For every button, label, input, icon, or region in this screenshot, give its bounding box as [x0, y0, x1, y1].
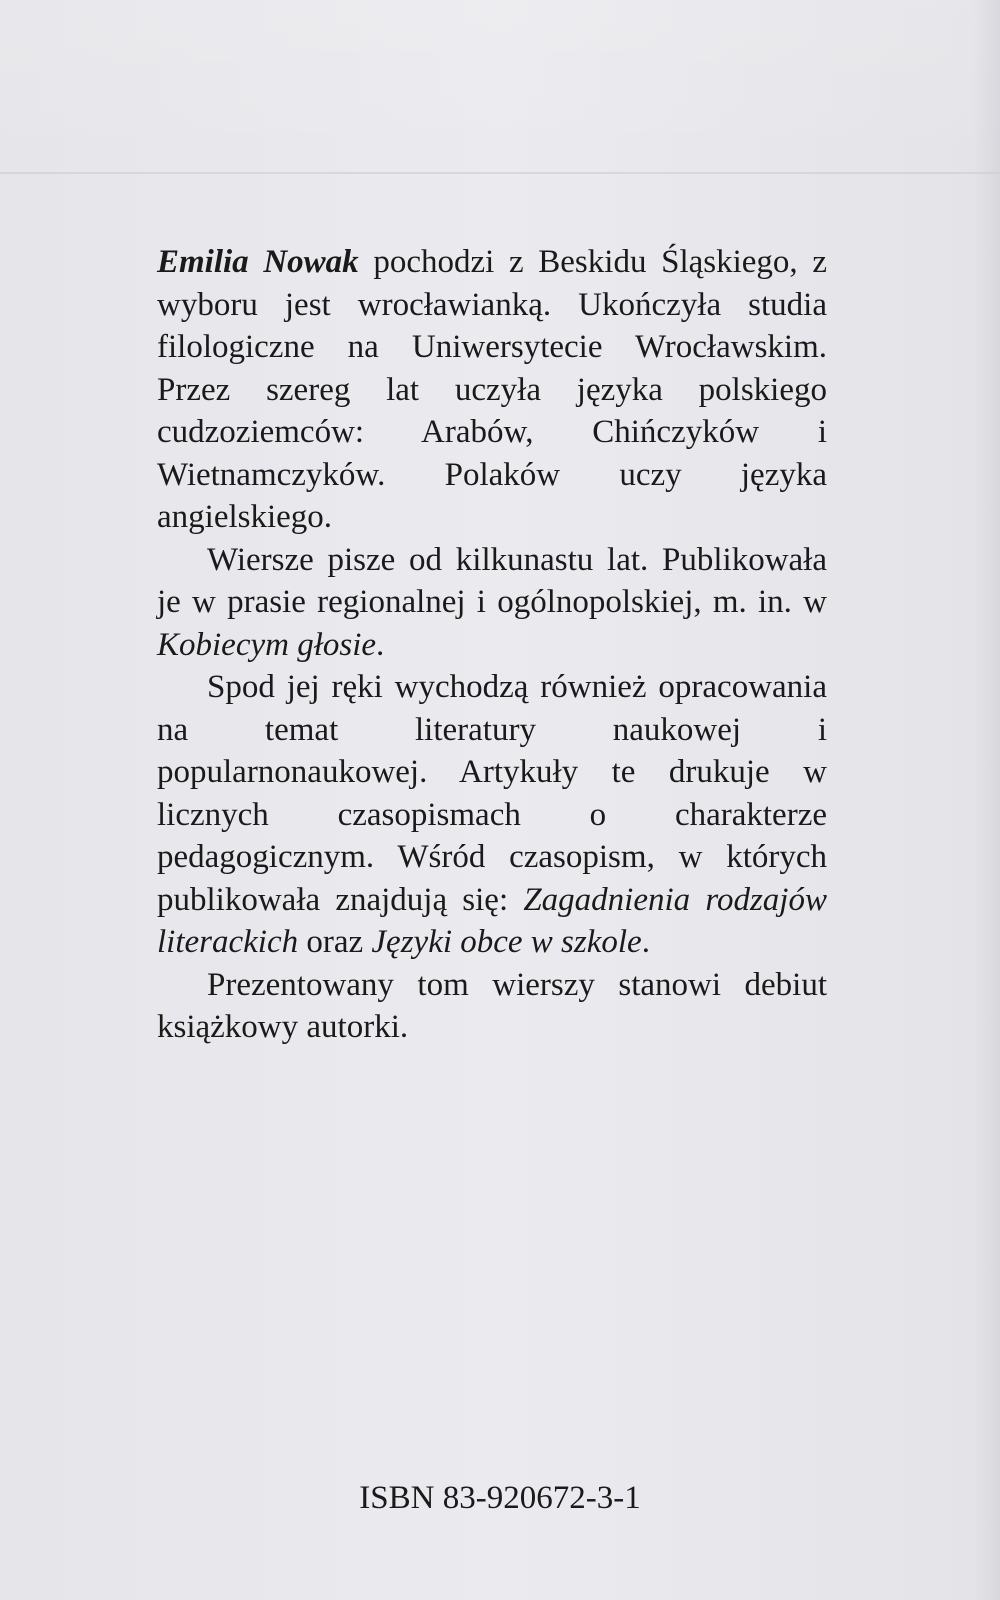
- author-bio: [157, 241, 827, 1049]
- bio-paragraph-3-text: Spod jej ręki wychodzą również opracowania na temat literatury naukowej i popularnonaukowej. Artykuły te drukuje w licznych czasopismach o charakterze pedagogicznym. Wśród czasopism, w których publikowała znajdują się:: [157, 669, 827, 918]
- bio-paragraph-4: Prezentowany tom wierszy stanowi debiut książkowy autorki.: [157, 966, 827, 1045]
- bio-paragraph-1: [157, 241, 827, 539]
- journal-title-1: Zagadnienia rodzajów literackich: [157, 881, 827, 960]
- magazine-title: Kobiecym głosie: [157, 626, 377, 663]
- cover-fold-line: [0, 172, 1000, 174]
- isbn-number: ISBN 83-920672-3-1: [359, 1480, 641, 1516]
- bio-paragraph-3: [157, 666, 827, 964]
- author-name: Emilia Nowak: [157, 244, 359, 280]
- bio-paragraph-3-connector: oraz: [298, 924, 372, 960]
- bio-paragraph-2-text: Wiersze pisze od kilkunastu lat. Publikowała je w prasie regionalnej i ogólnopolskiej, m. in. w: [157, 541, 827, 620]
- bio-paragraph-1-text: pochodzi z Beskidu Śląskiego, z wyboru jest wrocławianką. Ukończyła studia filologiczne na Uniwersytecie Wrocławskim. Przez szereg lat uczyła języka polskiego cudzoziemców: Arabów, Chińczyków i Wietnamczyków. Polaków uczy języka angielskiego.: [157, 244, 827, 535]
- bio-paragraph-2: [157, 539, 827, 667]
- bio-paragraph-2-end: .: [376, 626, 385, 663]
- cover-edge-shadow: [972, 0, 1000, 1600]
- bio-paragraph-3-end: .: [641, 924, 650, 960]
- journal-title-2: Języki obce w szkole: [371, 924, 642, 960]
